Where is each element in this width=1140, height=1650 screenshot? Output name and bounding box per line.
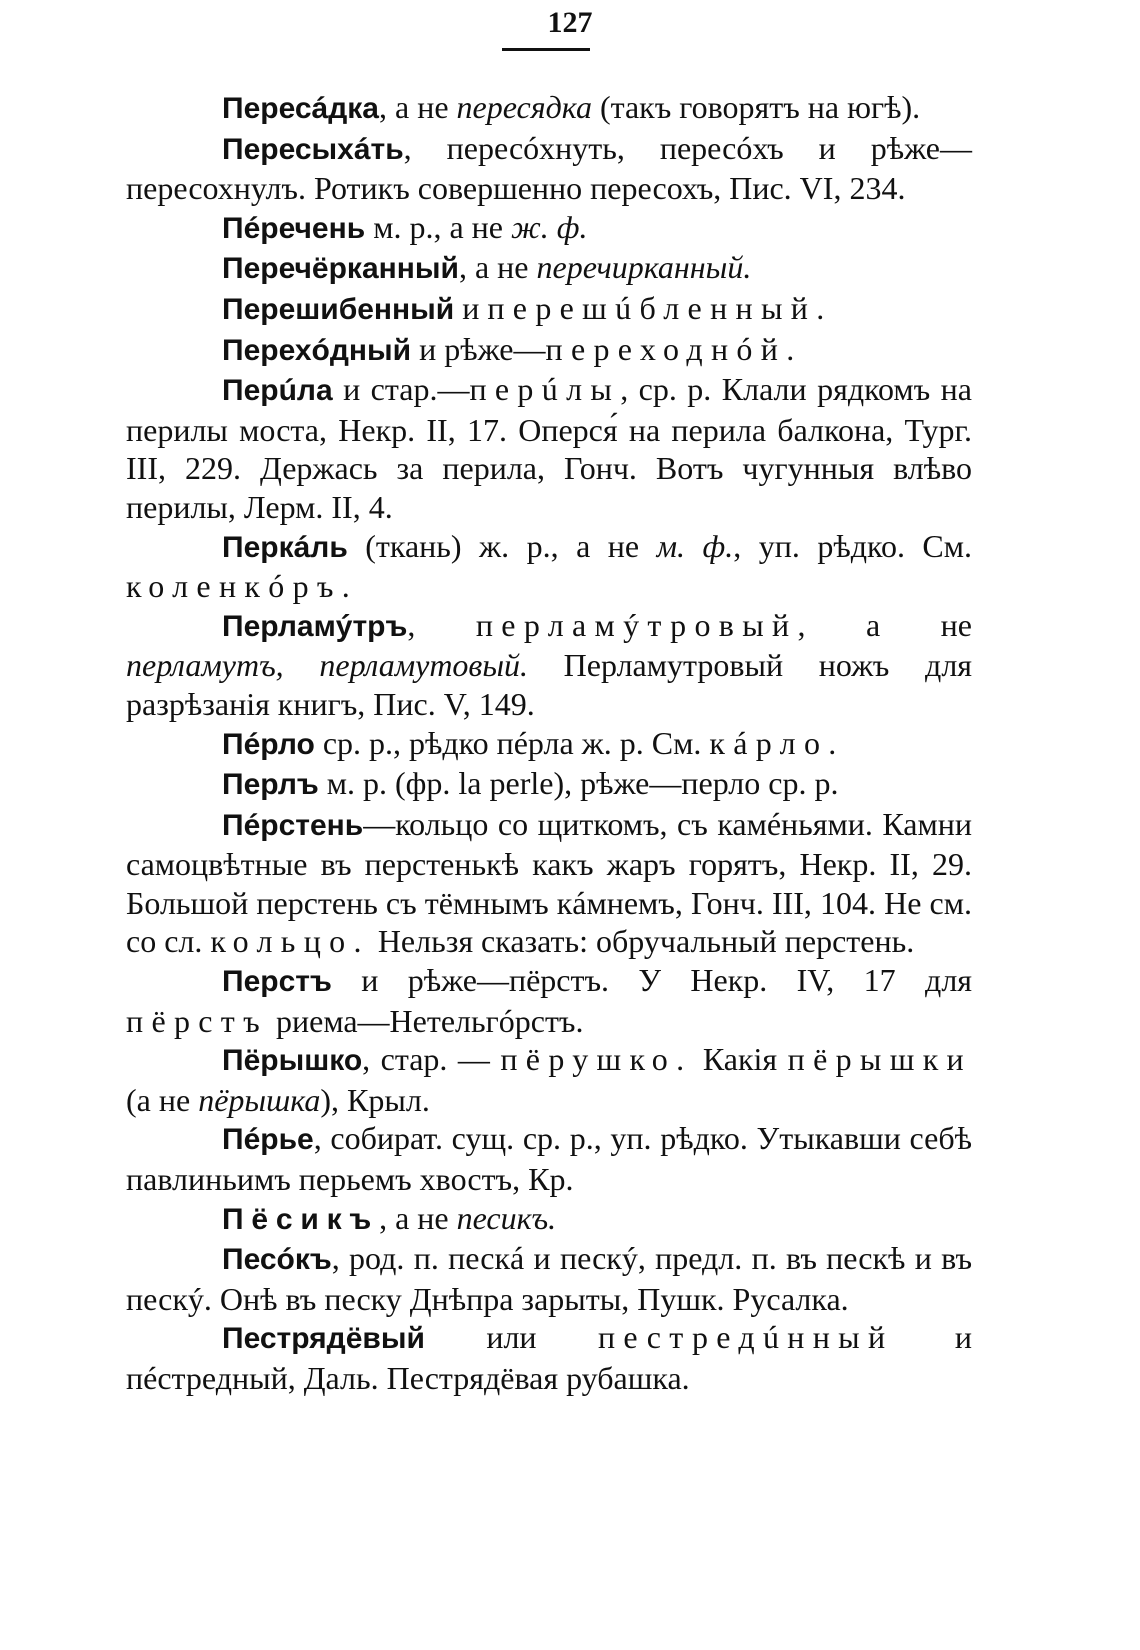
entry-text: м. р., а не bbox=[365, 208, 511, 245]
entry-headword: Перстъ bbox=[222, 965, 332, 999]
entry-headword: Перкáль bbox=[222, 530, 348, 564]
entry-headword: Пéречень bbox=[222, 211, 366, 245]
spaced-term: перешúбленный. bbox=[487, 289, 833, 326]
entry-text: м. р. (фр. la perle), рѣже—перло ср. р. bbox=[318, 765, 839, 802]
italic-term: ж. ф. bbox=[510, 208, 588, 245]
entry-headword: Перешибенный bbox=[222, 292, 455, 326]
spaced-term: коленкóръ. bbox=[126, 568, 359, 605]
dictionary-entry bbox=[126, 1199, 972, 1240]
entry-text: Нельзя сказать: обручальный перстень. bbox=[369, 923, 915, 960]
entry-text: , собират. сущ. ср. р., уп. рѣдко. Утыкавши себѣ павлиньимъ перьемъ хвостъ, Кр. bbox=[126, 1120, 972, 1198]
entry-text: риема—Нетельгóрстъ. bbox=[267, 1002, 584, 1039]
entry-headword: Пёсикъ bbox=[222, 1202, 380, 1236]
entry-headword: Пёрышко bbox=[222, 1044, 363, 1078]
dictionary-entry bbox=[126, 805, 972, 961]
spaced-term: пёрышки bbox=[787, 1041, 973, 1078]
dictionary-entry bbox=[126, 248, 972, 289]
entry-text: Перламутровый ножъ для разрѣзанія книгъ, Пис. V, 149. bbox=[126, 647, 972, 722]
italic-term: перечирканный. bbox=[536, 249, 752, 286]
entry-text: и рѣже—пёрстъ. У Некр. IV, 17 для bbox=[331, 962, 972, 999]
entry-headword: Перúла bbox=[222, 374, 333, 408]
entry-text: , а не bbox=[797, 606, 973, 643]
dictionary-entry bbox=[126, 370, 972, 526]
entry-text: , ср. р. Клали рядкомъ на перилы моста, Некр. II, 17. Оперся́ на перила балкона, Тург. III, 229. Держась за перила, Гонч. Вотъ чугунныя влѣво перилы, Лерм. II, 4. bbox=[126, 371, 973, 525]
spaced-term: переходнóй. bbox=[545, 330, 803, 367]
entry-text: и bbox=[454, 289, 488, 326]
spaced-term: перламýтровый bbox=[475, 606, 798, 643]
entry-headword: Перехóдный bbox=[222, 333, 412, 367]
italic-term: перламутъ, перламутовый. bbox=[126, 647, 528, 684]
entry-headword: Перечёрканный bbox=[222, 252, 459, 286]
entry-text: , а не bbox=[379, 1199, 457, 1236]
dictionary-entry bbox=[126, 330, 972, 371]
spaced-term: пёрушко. bbox=[500, 1041, 693, 1078]
entry-headword: Перлъ bbox=[222, 768, 319, 802]
dictionary-entry bbox=[126, 764, 972, 805]
dictionary-entry bbox=[126, 1239, 972, 1318]
dictionary-entry bbox=[126, 1119, 972, 1198]
dictionary-entry bbox=[126, 1318, 972, 1397]
page-number: 127 bbox=[547, 6, 593, 39]
entry-headword: Пересáдка bbox=[222, 92, 379, 125]
dictionary-entry bbox=[126, 961, 972, 1040]
entry-headword: Пéрло bbox=[222, 727, 315, 761]
entry-headword: Пестрядёвый bbox=[222, 1322, 425, 1356]
entry-text: (такъ говорятъ на югѣ). bbox=[591, 89, 921, 125]
spaced-term: перúлы bbox=[469, 371, 621, 408]
entry-text: (ткань) ж. р., а не bbox=[347, 527, 657, 564]
spaced-term: пестредúнный bbox=[597, 1319, 894, 1356]
dictionary-entry bbox=[126, 289, 972, 330]
italic-term: пёрышка bbox=[198, 1081, 321, 1118]
dictionary-entry bbox=[126, 88, 972, 129]
entry-text: и пéстредный, Даль. Пестрядёвая рубашка. bbox=[126, 1319, 972, 1396]
entry-headword: Перламýтръ bbox=[222, 609, 408, 643]
entry-text: , стар. — bbox=[362, 1041, 501, 1078]
spaced-term: пёрстъ bbox=[126, 1002, 268, 1039]
entry-text: , уп. рѣдко. См. bbox=[733, 527, 973, 564]
spaced-term: кольцо. bbox=[210, 923, 370, 960]
dictionary-entry bbox=[126, 208, 972, 249]
dictionary-entry bbox=[126, 1040, 972, 1119]
entry-text: (а не bbox=[126, 1081, 199, 1118]
italic-term: пересядка bbox=[456, 89, 592, 125]
entry-text: ), Крыл. bbox=[320, 1081, 430, 1118]
entry-text: , а не bbox=[458, 249, 537, 286]
dictionary-entry bbox=[126, 527, 972, 606]
entry-text: —кольцо со щиткомъ, съ камéньями. Камни самоцвѣтные въ перстенькѣ какъ жаръ горятъ, Некр. II, 29. Большой перстень съ тёмнымъ кáмнемъ, Гонч. III, 104. Не см. со сл. bbox=[126, 805, 972, 960]
dictionary-text bbox=[126, 88, 972, 1398]
entry-text: , пересóхнуть, пересóхъ и рѣже—пересохнулъ. Ротикъ совершенно пересохъ, Пис. VI, 234. bbox=[126, 129, 972, 207]
dictionary-entry bbox=[126, 129, 972, 208]
entry-text: ср. р., рѣдко пéрла ж. р. См. bbox=[314, 724, 710, 761]
entry-headword: Песóкъ bbox=[222, 1243, 332, 1277]
entry-headword: Пересыхáть bbox=[222, 132, 404, 166]
italic-term: м. ф. bbox=[656, 527, 734, 564]
entry-headword: Пéрье bbox=[222, 1123, 314, 1157]
spaced-term: кáрло. bbox=[709, 724, 845, 761]
entry-headword: Пéрстень bbox=[222, 808, 364, 842]
entry-text: Какія bbox=[692, 1041, 788, 1078]
entry-text: и стар.— bbox=[332, 371, 470, 408]
entry-text: или bbox=[424, 1319, 598, 1356]
entry-text: и рѣже— bbox=[411, 330, 546, 367]
italic-term: песикъ. bbox=[456, 1199, 557, 1236]
entry-text: , bbox=[407, 606, 476, 643]
entry-text: , а не bbox=[378, 89, 457, 125]
page-number-underline bbox=[502, 48, 590, 51]
dictionary-entry bbox=[126, 606, 972, 724]
entry-text: , род. п. пескá и пескý, предл. п. въ пескѣ и въ пескý. Онѣ въ песку Днѣпра зарыты, Пушк. Русалка. bbox=[126, 1240, 972, 1317]
dictionary-entry bbox=[126, 724, 972, 765]
